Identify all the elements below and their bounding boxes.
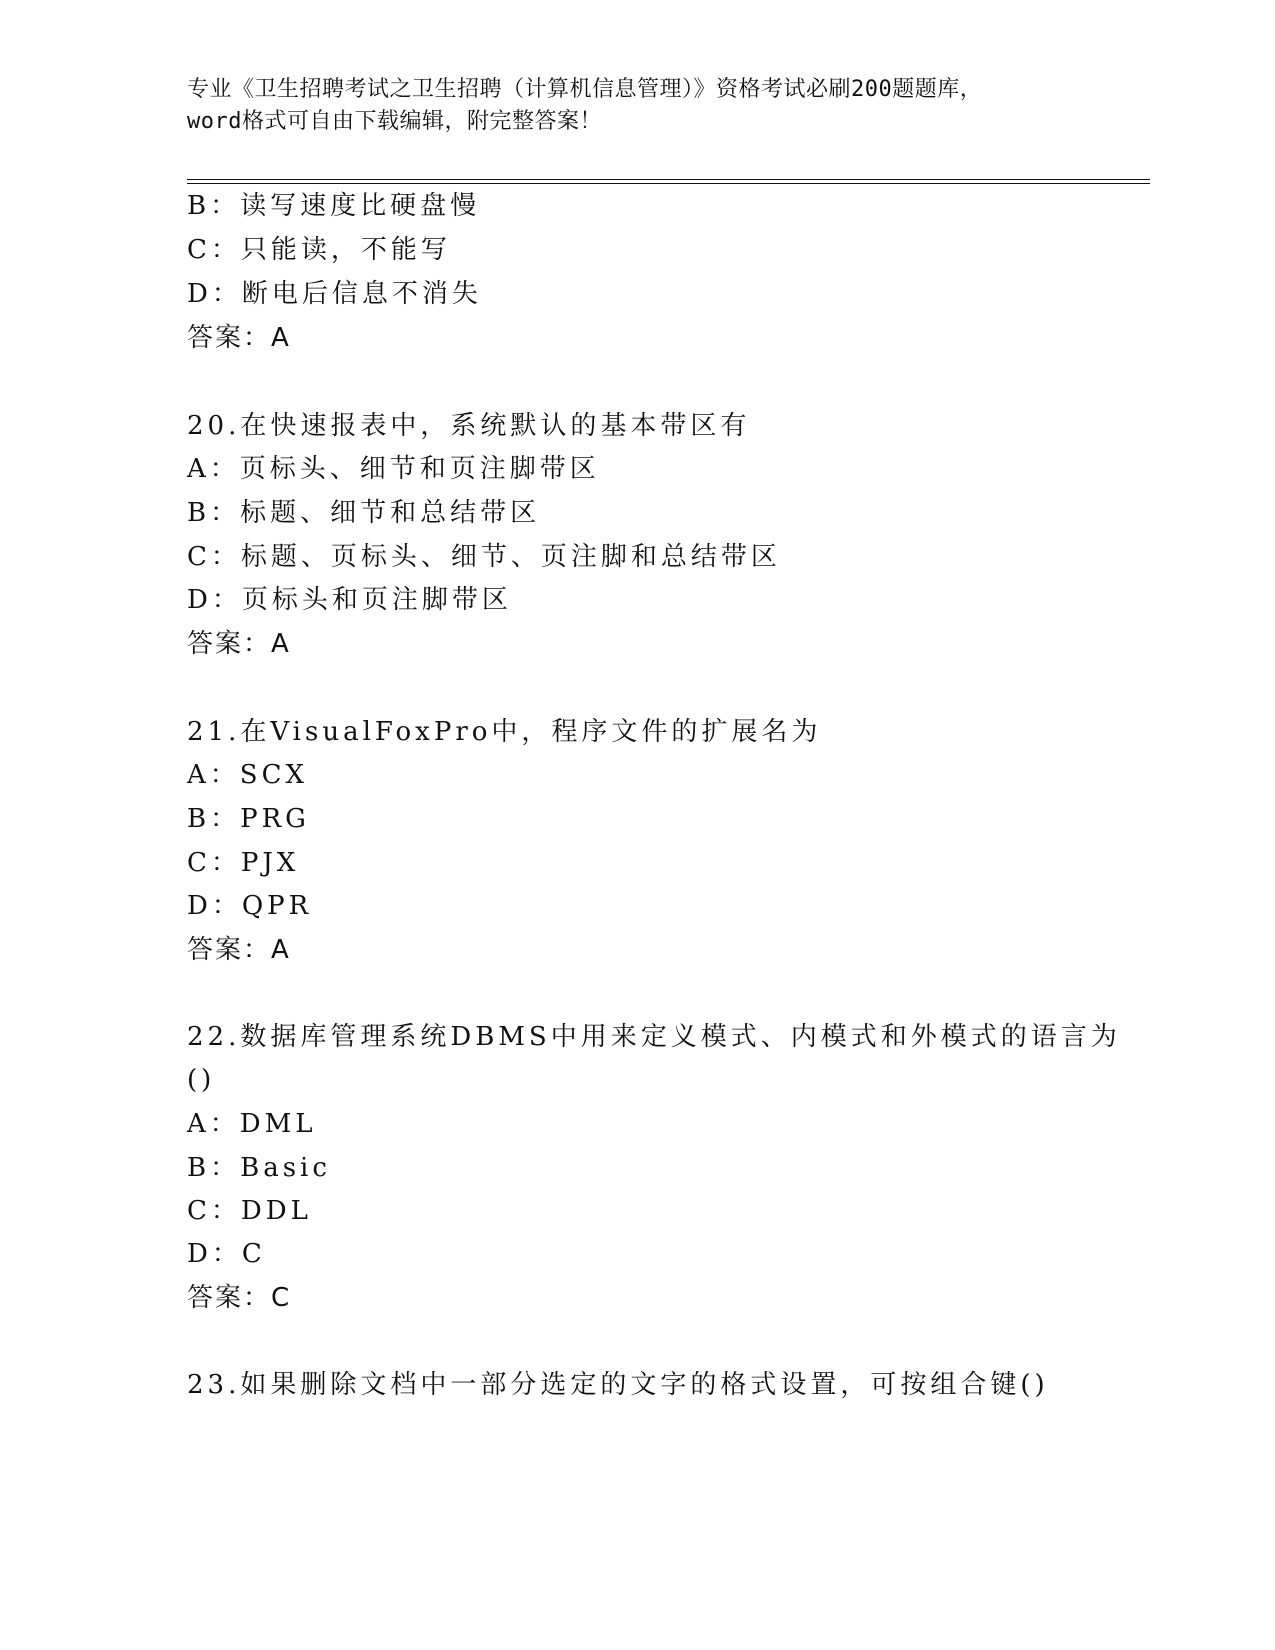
q20-answer: 答案：A bbox=[187, 629, 291, 659]
document-header bbox=[187, 74, 1087, 138]
q21-answer: 答案：A bbox=[187, 935, 291, 965]
q20-option-d: D：页标头和页注脚带区 bbox=[187, 585, 512, 615]
q22-question-line-2: () bbox=[187, 1065, 216, 1095]
q21-question: 21.在VisualFoxPro中，程序文件的扩展名为 bbox=[187, 717, 822, 747]
q19-answer: 答案：A bbox=[187, 323, 291, 353]
q21-option-b: B：PRG bbox=[187, 804, 310, 834]
q19-option-b: B：读写速度比硬盘慢 bbox=[187, 191, 481, 221]
q23-question: 23.如果删除文档中一部分选定的文字的格式设置，可按组合键() bbox=[187, 1370, 1049, 1400]
q20-option-b: B：标题、细节和总结带区 bbox=[187, 498, 541, 528]
q19-option-d: D：断电后信息不消失 bbox=[187, 279, 482, 309]
q21-option-d: D：QPR bbox=[187, 891, 313, 921]
q21-option-a: A：SCX bbox=[187, 760, 308, 790]
q20-option-a: A：页标头、细节和页注脚带区 bbox=[187, 454, 600, 484]
header-title-line-2: word格式可自由下载编辑，附完整答案！ bbox=[187, 109, 602, 134]
header-divider bbox=[187, 179, 1150, 184]
q22-option-d: D：C bbox=[187, 1239, 266, 1269]
q22-option-b: B：Basic bbox=[187, 1153, 331, 1183]
q22-question-line-1: 22.数据库管理系统DBMS中用来定义模式、内模式和外模式的语言为 bbox=[187, 1022, 1121, 1052]
q22-option-c: C：DDL bbox=[187, 1196, 312, 1226]
q21-option-c: C：PJX bbox=[187, 848, 300, 878]
q22-answer: 答案：C bbox=[187, 1283, 292, 1313]
q20-option-c: C：标题、页标头、细节、页注脚和总结带区 bbox=[187, 542, 781, 572]
q20-question: 20.在快速报表中，系统默认的基本带区有 bbox=[187, 411, 751, 441]
header-title-line-1: 专业《卫生招聘考试之卫生招聘（计算机信息管理）》资格考试必刷200题题库， bbox=[187, 77, 983, 102]
q22-option-a: A：DML bbox=[187, 1109, 317, 1139]
q19-option-c: C：只能读，不能写 bbox=[187, 235, 451, 265]
